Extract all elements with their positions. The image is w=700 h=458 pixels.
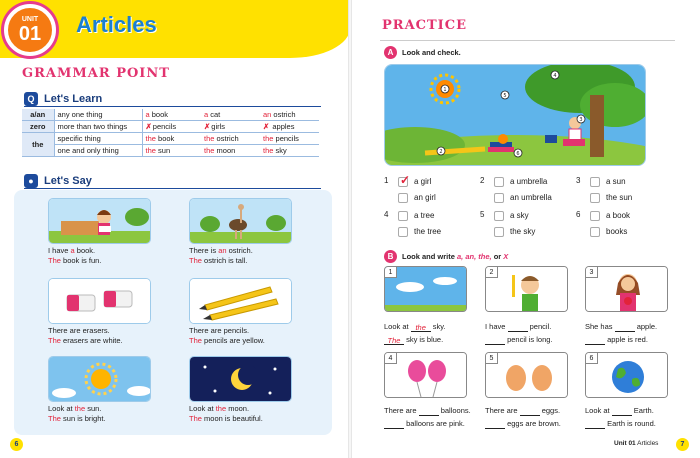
table-cell: ✗girls [201,121,260,133]
checkbox[interactable] [494,177,504,187]
table-row [22,145,319,157]
table-row [22,133,319,145]
girl-apple-picture [585,266,668,312]
checkbox[interactable] [398,211,408,221]
lets-say-panel [14,190,332,435]
table-cell: an ostrich [260,109,319,121]
checkbox[interactable] [590,227,600,237]
unit-number: 01 [18,23,42,45]
answer-blank[interactable] [384,420,404,429]
item-number: 3 [586,267,598,278]
section-b-instruction: Look and write a, an, the, or X [402,252,509,261]
page-number: 6 [10,438,23,451]
say-caption-4: There are pencils. The pencils are yellow. [189,326,265,345]
option-label: books [606,227,628,236]
balloons-picture [384,352,467,398]
section-b-heading [384,250,508,263]
option-label: the tree [414,227,442,236]
write-sentence-4: There are balloons. balloons are pink. [384,406,471,428]
answer-blank[interactable] [585,420,605,429]
table-cell: ✗ apples [260,121,319,133]
option-label: a umbrella [510,177,548,186]
check-mark-icon: ✓ [400,173,411,187]
row-desc: one and only thing [54,145,142,157]
right-page [350,0,700,458]
eggs-picture [485,352,568,398]
unit-label: UNIT [21,16,39,23]
row-desc: more than two things [54,121,142,133]
page-title: Articles [76,12,157,37]
checkbox[interactable] [590,177,600,187]
section-a-instruction: Look and check. [402,48,461,57]
divider [380,40,675,41]
table-cell: ✗pencils [142,121,201,133]
row-key: the [22,133,54,157]
answer-blank[interactable] [508,323,528,332]
item-number: 4 [385,353,397,364]
section-a-badge: A [384,46,397,59]
lets-say-label: Let's Say [44,175,92,187]
lets-learn-heading [24,92,102,106]
grammar-table [22,109,319,157]
option-label: a girl [414,177,432,186]
option-label: an girl [414,193,436,202]
boy-pencil-picture [485,266,568,312]
answer-blank[interactable] [615,323,635,332]
answer-blank[interactable] [612,407,632,416]
question-number: 6 [576,210,581,219]
unit-badge [4,4,56,56]
moon-picture [189,356,292,402]
answer-blank[interactable] [485,336,505,345]
scene-number: 4 [553,73,557,79]
page-number: 7 [676,438,689,451]
answer-blank[interactable] [520,407,540,416]
divider [24,188,321,189]
erasers-picture [48,278,151,324]
scene-number: 1 [443,87,447,93]
answer-blank[interactable]: The [384,336,404,345]
item-number: 1 [385,267,397,278]
say-caption-2: There is an ostrich. The ostrich is tall. [189,246,253,265]
question-number: 4 [384,210,389,219]
option-label: a tree [414,211,435,220]
section-b-badge: B [384,250,397,263]
say-caption-5: Look at the sun. The sun is bright. [48,404,106,423]
question-number: 1 [384,176,389,185]
write-sentence-6: Look at Earth. Earth is round. [585,406,656,428]
checkbox[interactable] [590,211,600,221]
book-girl-picture [48,198,151,244]
option-label: an umbrella [510,193,552,202]
option-label: a sun [606,177,626,186]
row-desc: any one thing [54,109,142,121]
row-desc: specific thing [54,133,142,145]
question-number: 5 [480,210,485,219]
row-key: a/an [22,109,54,121]
divider [24,106,321,107]
speech-icon: ● [24,174,38,188]
row-key: zero [22,121,54,133]
park-scene-picture [384,64,646,166]
magnifier-icon: Q [24,92,38,106]
option-label: a book [606,211,631,220]
pencils-picture [189,278,292,324]
scene-number: 6 [516,151,520,157]
scene-number: 3 [579,117,583,123]
option-label: the sky [510,227,536,236]
option-label: the sun [606,193,633,202]
item-number: 2 [486,267,498,278]
footer-unit: Unit 01 Articles [614,440,659,447]
table-cell: the pencils [260,133,319,145]
answer-blank[interactable] [585,336,605,345]
checkbox[interactable] [398,173,411,187]
earth-picture [585,352,668,398]
answer-blank[interactable] [485,420,505,429]
write-sentence-5: There are eggs. eggs are brown. [485,406,561,428]
table-cell: the ostrich [201,133,260,145]
table-row [22,121,319,133]
say-caption-3: There are erasers. The erasers are white. [48,326,123,345]
practice-heading: PRACTICE [382,18,468,33]
grammar-point-heading: GRAMMAR POINT [22,66,170,81]
scene-number: 5 [503,93,507,99]
table-cell: the sky [260,145,319,157]
sun-picture [48,356,151,402]
checkbox[interactable] [590,193,600,203]
question-number: 3 [576,176,581,185]
question-number: 2 [480,176,485,185]
checkbox[interactable] [398,193,408,203]
say-caption-6: Look at the moon. The moon is beautiful. [189,404,263,423]
checkbox[interactable] [494,227,504,237]
answer-blank[interactable]: the [411,323,431,332]
write-sentence-2: I have pencil. pencil is long. [485,322,553,344]
checkbox[interactable] [494,211,504,221]
section-a-heading [384,46,461,59]
write-sentence-1: Look at the sky. The sky is blue. [384,322,446,345]
answer-blank[interactable] [419,407,439,416]
table-cell: the sun [142,145,201,157]
table-cell: a cat [201,109,260,121]
table-cell: a book [142,109,201,121]
ostrich-picture [189,198,292,244]
scene-number: 2 [439,149,443,155]
table-row [22,109,319,121]
checkbox[interactable] [398,227,408,237]
table-cell: the moon [201,145,260,157]
table-cell: the book [142,133,201,145]
lets-learn-label: Let's Learn [44,93,103,105]
checkbox[interactable] [494,193,504,203]
option-label: a sky [510,211,529,220]
write-sentence-3: She has apple. apple is red. [585,322,658,344]
sky-picture [384,266,467,312]
item-number: 6 [586,353,598,364]
item-number: 5 [486,353,498,364]
lets-say-heading [24,174,92,188]
say-caption-1: I have a book. The book is fun. [48,246,102,265]
